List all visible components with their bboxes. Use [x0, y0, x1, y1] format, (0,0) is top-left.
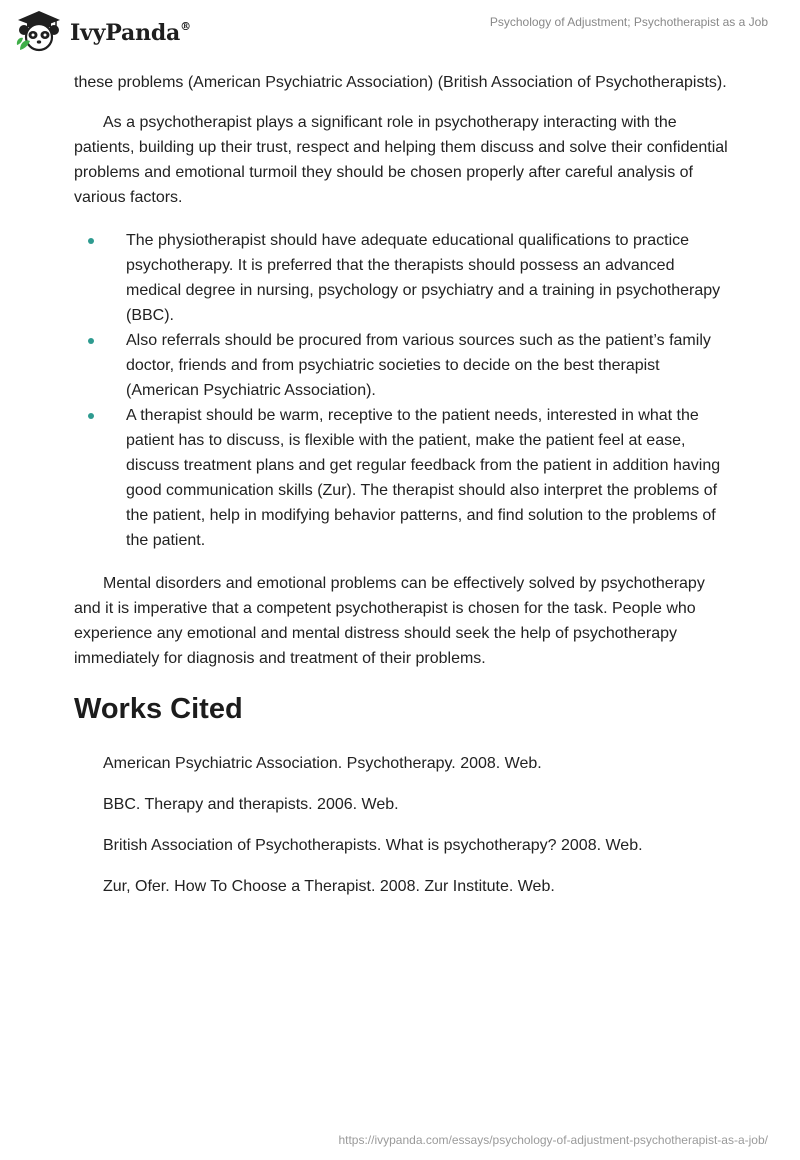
brand-name: IvyPanda®	[70, 19, 191, 46]
list-item: The physiotherapist should have adequate educational qualifications to practice psychotherapy. It is preferred that the therapists should possess an advanced medical degree in nursing, psychology or psychiatry and a training in psychotherapy (BBC).	[74, 228, 730, 328]
list-item: A therapist should be warm, receptive to the patient needs, interested in what the patient has to discuss, is flexible with the patient, make the patient feel at ease, discuss treatment plans and get regular feedback from the patient in addition having good communication skills (Zur). The therapist should also interpret the problems of the patient, help in modifying behavior patterns, and find solution to the problems of the patient.	[74, 403, 730, 553]
paragraph-1: these problems (American Psychiatric Association) (British Association of Psychotherapists).	[74, 74, 727, 91]
works-cited-heading: Works Cited	[74, 693, 243, 725]
bullet-icon	[88, 413, 94, 419]
paragraph-3: Mental disorders and emotional problems can be effectively solved by psychotherapy and it is imperative that a competent psychotherapist is chosen for the task. People who experience any emotional and mental distress should seek the help of psychotherapy immediately for diagnosis and treatment of their problems.	[74, 575, 705, 667]
citation-entry: American Psychiatric Association. Psychotherapy. 2008. Web.	[103, 755, 542, 772]
citation-entry: Zur, Ofer. How To Choose a Therapist. 2008. Zur Institute. Web.	[103, 878, 555, 895]
ivypanda-logo[interactable]	[14, 8, 191, 52]
document-title: Psychology of Adjustment; Psychotherapist as a Job	[489, 15, 768, 29]
page-header	[0, 0, 800, 70]
bullet-icon	[88, 238, 94, 244]
bullet-icon	[88, 338, 94, 344]
essay-content	[74, 70, 730, 915]
list-item: Also referrals should be procured from various sources such as the patient’s family doctor, friends and from psychiatric societies to decide on the best therapist (American Psychiatric Association).	[74, 328, 730, 403]
citation-entry: BBC. Therapy and therapists. 2006. Web.	[103, 796, 399, 813]
factor-list	[74, 228, 730, 553]
panda-logo-icon	[14, 8, 64, 52]
citation-entry: British Association of Psychotherapists. What is psychotherapy? 2008. Web.	[103, 837, 643, 854]
source-url[interactable]: https://ivypanda.com/essays/psychology-of-adjustment-psychotherapist-as-a-job/	[338, 1133, 768, 1147]
paragraph-2: As a psychotherapist plays a significant role in psychotherapy interacting with the patients, building up their trust, respect and helping them discuss and solve their confidential problems and emotional turmoil they should be chosen properly after careful analysis of various factors.	[74, 114, 728, 206]
works-cited-list	[74, 751, 730, 899]
